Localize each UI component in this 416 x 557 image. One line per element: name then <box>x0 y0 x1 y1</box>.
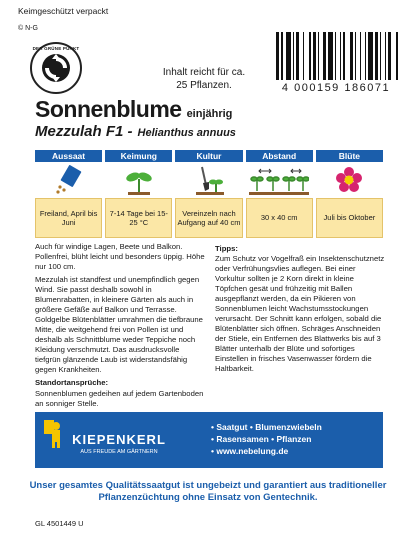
shovel-plant-icon <box>192 165 226 195</box>
tips-text: Zum Schutz vor Vogelfraß ein Insektenschutznetz oder Verfrühungsvlies auflegen. Bei einer Vorkultur sollten je 2 Korn direkt in kleine Töpfchen gesät und frühzeitig mit Ballen ausgepflanzt werden, da ein Pikieren von Sonnenblumen leicht Wachstumsstockungen verursacht. Der Schnitt kann erfolgen, sobald die Blütenblätter sich öffnen. Schräges Anschneiden der Stiele, ein Entfernen des Blattwerks bis auf 3 Blätter unterhalb der Blüte und sofortiges Einstellen in frisches Vasenwasser fördern die Haltbarkeit. <box>215 254 385 373</box>
tips-column <box>215 244 385 374</box>
location-text: Sonnenblumen gedeihen auf jedem Gartenboden an sonniger Stelle. <box>35 389 204 408</box>
barcode-bar <box>398 32 400 80</box>
gruener-punkt-logo <box>30 42 82 94</box>
info-header: Kultur <box>175 150 242 162</box>
protection-note: Keimgeschützt verpackt <box>18 6 109 16</box>
quality-guarantee: Unser gesamtes Qualitätssaatgut ist ungebeizt und garantiert aus traditioneller Pflanzenzüchtung ohne Einsatz von Gentechnik. <box>29 480 387 503</box>
info-column-aussaat <box>35 150 102 238</box>
variety-name: Mezzulah F1 - <box>35 123 133 140</box>
info-header: Keimung <box>105 150 172 162</box>
info-header: Abstand <box>246 150 313 162</box>
tips-header: Tipps: <box>215 244 238 253</box>
location-header: Standortansprüche: <box>35 378 109 387</box>
brand-bar <box>35 412 383 468</box>
info-text: Juli bis Oktober <box>316 198 383 238</box>
flower-icon <box>332 165 366 195</box>
brand-products <box>203 412 383 468</box>
cultivation-info-table <box>35 150 383 238</box>
info-header: Aussaat <box>35 150 102 162</box>
brand-website: • www.nebelung.de <box>211 446 289 456</box>
barcode <box>276 32 400 80</box>
info-column-abstand <box>246 150 313 238</box>
gruener-punkt-text: DER GRÜNE PUNKT <box>32 46 80 51</box>
product-title: Sonnenblume <box>35 96 182 122</box>
products-line: • Rasensamen • Pflanzen <box>211 434 312 444</box>
description-paragraph: Auch für windige Lagen, Beete und Balkon. Pollenfrei, blüht leicht und besonders üppig. Höhe nur 100 cm. <box>35 242 205 271</box>
brand-tagline: AUS FREUDE AM GÄRTNERN <box>80 448 158 455</box>
brand-logo <box>35 412 203 468</box>
subtitle-row <box>35 123 236 140</box>
description-column <box>35 242 205 412</box>
info-text: 30 x 40 cm <box>246 198 313 238</box>
products-line: • Saatgut • Blumenzwiebeln <box>211 422 322 432</box>
title-suffix: einjährig <box>186 108 233 120</box>
info-text: 7-14 Tage bei 15-25 °C <box>105 198 172 238</box>
info-header: Blüte <box>316 150 383 162</box>
kiepenkerl-mascot-icon <box>41 418 63 448</box>
description-paragraph: Mezzulah ist standfest und unempfindlich gegen Wind. Sie passt deshalb sowohl in Blumenrabatten, in kleinere Gärten als auch in größere Gefäße auf Balkon und Terrasse. Goldgelbe Blütenblätter umrahmen die tiefbraune Mitte, die weitgehend frei von Pollen ist und deshalb als Schnittblume weder Teppiche noch Kleidung verschmutzt. Das ausdrucksvolle tiefgrün glänzende Laub ist widerstandsfähig gegen Krankheiten. <box>35 275 203 374</box>
brand-name: KIEPENKERL <box>72 431 166 447</box>
seed-packet-icon <box>52 165 86 195</box>
info-text: Freiland, April bis Juni <box>35 198 102 238</box>
botanical-name: Helianthus annuus <box>137 127 236 139</box>
spacing-icon <box>249 165 309 195</box>
info-column-kultur <box>175 150 242 238</box>
info-column-keimung <box>105 150 172 238</box>
recycle-arrows-icon <box>41 53 71 83</box>
barcode-number: 4 000159 186071 <box>281 82 391 94</box>
seedling-icon <box>122 165 156 195</box>
copyright-note: © N-G <box>18 25 38 32</box>
info-column-bluete <box>316 150 383 238</box>
article-code: GL 4501449 U <box>35 519 84 528</box>
content-amount-note: Inhalt reicht für ca. 25 Pflanzen. <box>162 67 246 91</box>
title-row <box>35 96 232 123</box>
info-text: Vereinzeln nach Aufgang auf 40 cm <box>175 198 242 238</box>
